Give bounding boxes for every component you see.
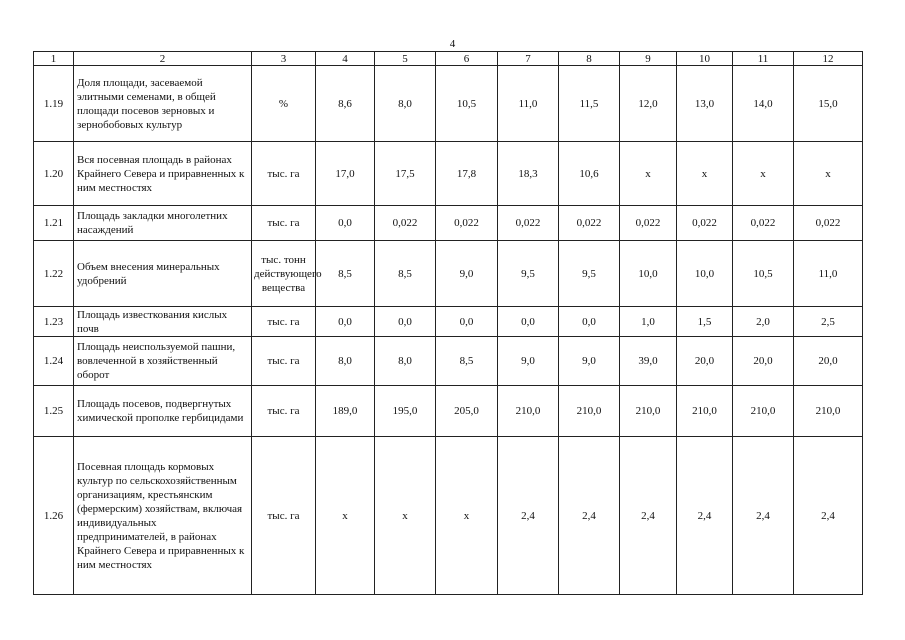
row-description: Площадь закладки многолетних насаждений bbox=[74, 206, 252, 241]
value-cell: x bbox=[436, 437, 498, 595]
value-cell: 189,0 bbox=[316, 386, 375, 437]
value-cell: 8,5 bbox=[316, 241, 375, 307]
value-cell: 210,0 bbox=[498, 386, 559, 437]
value-cell: 2,5 bbox=[794, 307, 863, 337]
row-number: 1.19 bbox=[34, 66, 74, 142]
header-cell: 4 bbox=[316, 52, 375, 66]
value-cell: 0,0 bbox=[375, 307, 436, 337]
value-cell: 2,4 bbox=[733, 437, 794, 595]
value-cell: 13,0 bbox=[677, 66, 733, 142]
row-unit: тыс. га bbox=[252, 337, 316, 386]
row-description: Площадь посевов, подвергнутых химической прополке гербицидами bbox=[74, 386, 252, 437]
value-cell: 2,4 bbox=[620, 437, 677, 595]
value-cell: 17,5 bbox=[375, 142, 436, 206]
row-unit: тыс. га bbox=[252, 437, 316, 595]
value-cell: 205,0 bbox=[436, 386, 498, 437]
value-cell: 20,0 bbox=[794, 337, 863, 386]
value-cell: 15,0 bbox=[794, 66, 863, 142]
value-cell: 0,022 bbox=[620, 206, 677, 241]
header-cell: 1 bbox=[34, 52, 74, 66]
table-row bbox=[34, 66, 863, 142]
row-unit: тыс. га bbox=[252, 386, 316, 437]
header-cell: 7 bbox=[498, 52, 559, 66]
value-cell: 0,022 bbox=[733, 206, 794, 241]
table-row bbox=[34, 437, 863, 595]
value-cell: 2,4 bbox=[559, 437, 620, 595]
value-cell: 10,5 bbox=[436, 66, 498, 142]
value-cell: 1,5 bbox=[677, 307, 733, 337]
value-cell: 0,0 bbox=[436, 307, 498, 337]
value-cell: 210,0 bbox=[559, 386, 620, 437]
row-description: Объем внесения минеральных удобрений bbox=[74, 241, 252, 307]
row-description: Посевная площадь кормовых культур по сельскохозяйственным организациям, крестьянским (фермерским) хозяйствам, включая индивидуальных предпринимателей, в районах Крайнего Севера и приравненных к ним местностях bbox=[74, 437, 252, 595]
row-unit: тыс. га bbox=[252, 142, 316, 206]
value-cell: 2,4 bbox=[794, 437, 863, 595]
value-cell: 10,0 bbox=[677, 241, 733, 307]
value-cell: 210,0 bbox=[733, 386, 794, 437]
value-cell: 9,0 bbox=[436, 241, 498, 307]
table-row bbox=[34, 241, 863, 307]
value-cell: 11,0 bbox=[794, 241, 863, 307]
table-row bbox=[34, 337, 863, 386]
value-cell: x bbox=[733, 142, 794, 206]
row-number: 1.20 bbox=[34, 142, 74, 206]
row-number: 1.25 bbox=[34, 386, 74, 437]
value-cell: 210,0 bbox=[677, 386, 733, 437]
table-row bbox=[34, 206, 863, 241]
value-cell: 0,0 bbox=[559, 307, 620, 337]
value-cell: 39,0 bbox=[620, 337, 677, 386]
value-cell: 17,8 bbox=[436, 142, 498, 206]
value-cell: x bbox=[620, 142, 677, 206]
value-cell: 2,0 bbox=[733, 307, 794, 337]
row-number: 1.23 bbox=[34, 307, 74, 337]
value-cell: 14,0 bbox=[733, 66, 794, 142]
value-cell: 9,0 bbox=[559, 337, 620, 386]
row-description: Площадь известкования кислых почв bbox=[74, 307, 252, 337]
value-cell: 11,5 bbox=[559, 66, 620, 142]
header-cell: 9 bbox=[620, 52, 677, 66]
row-description: Площадь неиспользуемой пашни, вовлеченной в хозяйственный оборот bbox=[74, 337, 252, 386]
value-cell: 0,022 bbox=[794, 206, 863, 241]
value-cell: 210,0 bbox=[794, 386, 863, 437]
value-cell: 0,022 bbox=[375, 206, 436, 241]
header-cell: 8 bbox=[559, 52, 620, 66]
row-number: 1.21 bbox=[34, 206, 74, 241]
value-cell: 0,022 bbox=[436, 206, 498, 241]
value-cell: 11,0 bbox=[498, 66, 559, 142]
header-row bbox=[34, 52, 863, 66]
value-cell: 8,5 bbox=[375, 241, 436, 307]
value-cell: 9,5 bbox=[498, 241, 559, 307]
indicators-table bbox=[33, 51, 863, 595]
header-cell: 11 bbox=[733, 52, 794, 66]
value-cell: 0,022 bbox=[677, 206, 733, 241]
header-cell: 3 bbox=[252, 52, 316, 66]
value-cell: 8,0 bbox=[375, 337, 436, 386]
value-cell: 8,5 bbox=[436, 337, 498, 386]
table-row bbox=[34, 142, 863, 206]
value-cell: 0,022 bbox=[559, 206, 620, 241]
value-cell: x bbox=[794, 142, 863, 206]
table-row bbox=[34, 386, 863, 437]
value-cell: 0,0 bbox=[316, 206, 375, 241]
header-cell: 6 bbox=[436, 52, 498, 66]
row-description: Доля площади, засеваемой элитными семенами, в общей площади посевов зерновых и зернобобовых культур bbox=[74, 66, 252, 142]
value-cell: 10,0 bbox=[620, 241, 677, 307]
value-cell: 9,0 bbox=[498, 337, 559, 386]
value-cell: 1,0 bbox=[620, 307, 677, 337]
row-description: Вся посевная площадь в районах Крайнего Севера и приравненных к ним местностях bbox=[74, 142, 252, 206]
value-cell: 18,3 bbox=[498, 142, 559, 206]
header-cell: 5 bbox=[375, 52, 436, 66]
value-cell: 10,6 bbox=[559, 142, 620, 206]
value-cell: 10,5 bbox=[733, 241, 794, 307]
value-cell: 2,4 bbox=[677, 437, 733, 595]
header-cell: 2 bbox=[74, 52, 252, 66]
row-number: 1.24 bbox=[34, 337, 74, 386]
value-cell: 0,0 bbox=[316, 307, 375, 337]
value-cell: x bbox=[677, 142, 733, 206]
value-cell: 8,0 bbox=[375, 66, 436, 142]
value-cell: 17,0 bbox=[316, 142, 375, 206]
header-cell: 10 bbox=[677, 52, 733, 66]
value-cell: 0,0 bbox=[498, 307, 559, 337]
row-number: 1.22 bbox=[34, 241, 74, 307]
value-cell: 0,022 bbox=[498, 206, 559, 241]
row-unit: тыс. га bbox=[252, 307, 316, 337]
value-cell: 195,0 bbox=[375, 386, 436, 437]
value-cell: 8,6 bbox=[316, 66, 375, 142]
value-cell: 9,5 bbox=[559, 241, 620, 307]
page-number: 4 bbox=[449, 38, 456, 50]
header-cell: 12 bbox=[794, 52, 863, 66]
value-cell: 210,0 bbox=[620, 386, 677, 437]
value-cell: 2,4 bbox=[498, 437, 559, 595]
row-unit: тыс. га bbox=[252, 206, 316, 241]
value-cell: 20,0 bbox=[733, 337, 794, 386]
value-cell: x bbox=[316, 437, 375, 595]
row-unit: тыс. тонн действующего вещества bbox=[252, 241, 316, 307]
row-unit: % bbox=[252, 66, 316, 142]
value-cell: 20,0 bbox=[677, 337, 733, 386]
table-row bbox=[34, 307, 863, 337]
row-number: 1.26 bbox=[34, 437, 74, 595]
value-cell: 12,0 bbox=[620, 66, 677, 142]
value-cell: 8,0 bbox=[316, 337, 375, 386]
value-cell: x bbox=[375, 437, 436, 595]
